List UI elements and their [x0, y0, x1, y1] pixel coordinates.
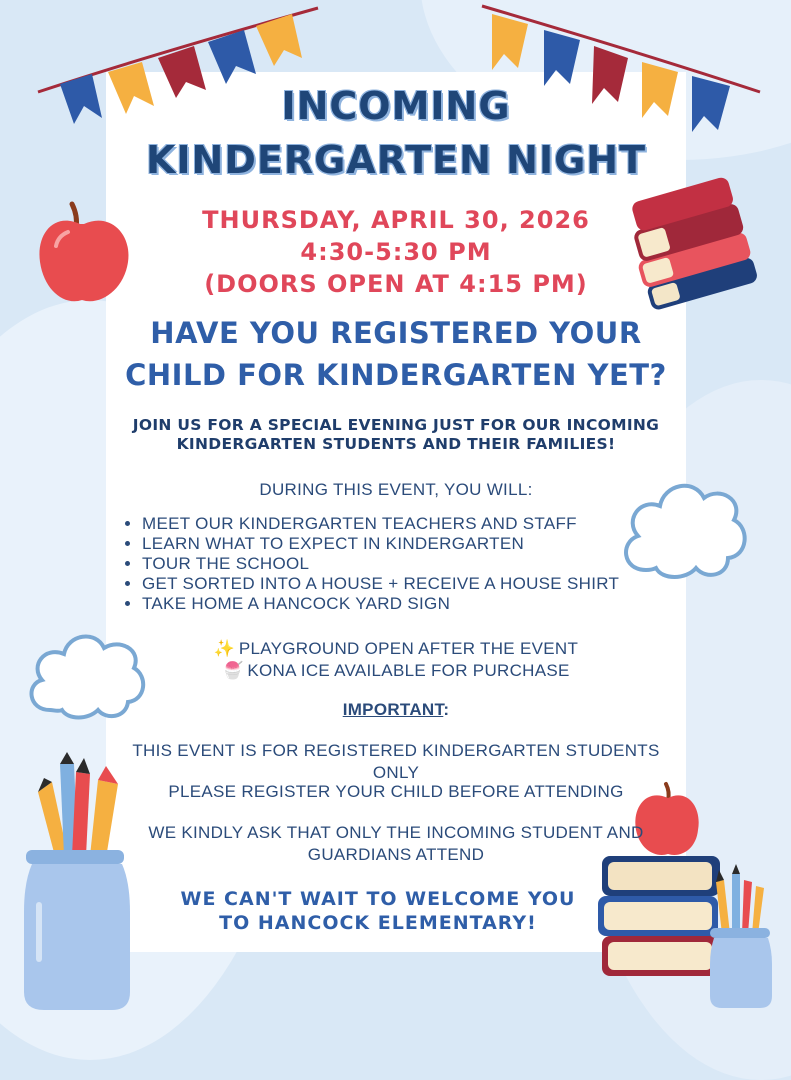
list-item: • TOUR THE SCHOOL [142, 554, 702, 574]
attendance-note-line1: WE KINDLY ASK THAT ONLY THE INCOMING STUDENT AND [148, 823, 644, 842]
important-label: IMPORTANT [342, 700, 444, 719]
list-item: • MEET OUR KINDERGARTEN TEACHERS AND STAFF [142, 514, 702, 534]
event-title-line1: INCOMING [281, 84, 511, 128]
registered-only-note: THIS EVENT IS FOR REGISTERED KINDERGARTEN STUDENTS ONLY [132, 741, 660, 782]
pencil-jar-icon [706, 864, 778, 1010]
register-first-note: PLEASE REGISTER YOUR CHILD BEFORE ATTENDING [168, 782, 624, 801]
list-item: • LEARN WHAT TO EXPECT IN KINDERGARTEN [142, 534, 702, 554]
join-line1: JOIN US FOR A SPECIAL EVENING JUST FOR OUR INCOMING [132, 416, 660, 434]
registration-question-line1: HAVE YOU REGISTERED YOUR [150, 316, 642, 350]
playground-text: PLAYGROUND OPEN AFTER THE EVENT [238, 639, 579, 658]
shaved-ice-icon: 🍧 [222, 661, 244, 680]
event-date: THURSDAY, APRIL 30, 2026 [202, 206, 590, 234]
event-title-line2: KINDERGARTEN NIGHT [145, 138, 647, 182]
playground-note [106, 638, 686, 660]
during-heading: DURING THIS EVENT, YOU WILL: [259, 480, 533, 499]
doors-open-time: (DOORS OPEN AT 4:15 PM) [204, 270, 588, 298]
kona-ice-text: KONA ICE AVAILABLE FOR PURCHASE [247, 661, 570, 680]
important-colon: : [443, 700, 450, 719]
list-item: • GET SORTED INTO A HOUSE + RECEIVE A HOUSE SHIRT [142, 574, 702, 594]
join-invitation [110, 416, 682, 454]
attendance-note-line2: GUARDIANS ATTEND [307, 845, 485, 864]
registration-question-line2: CHILD FOR KINDERGARTEN YET? [125, 358, 667, 392]
attendance-note [110, 822, 682, 866]
join-line2: KINDERGARTEN STUDENTS AND THEIR FAMILIES! [176, 435, 616, 453]
closing-line2: TO HANCOCK ELEMENTARY! [219, 912, 537, 934]
sparkles-icon: ✨ [213, 639, 236, 658]
closing-line1: WE CAN'T WAIT TO WELCOME YOU [180, 888, 576, 910]
list-item: • TAKE HOME A HANCOCK YARD SIGN [142, 594, 702, 614]
important-heading [106, 700, 686, 720]
event-time: 4:30-5:30 PM [300, 238, 492, 266]
kona-ice-note [106, 660, 686, 682]
activity-list [118, 514, 702, 614]
